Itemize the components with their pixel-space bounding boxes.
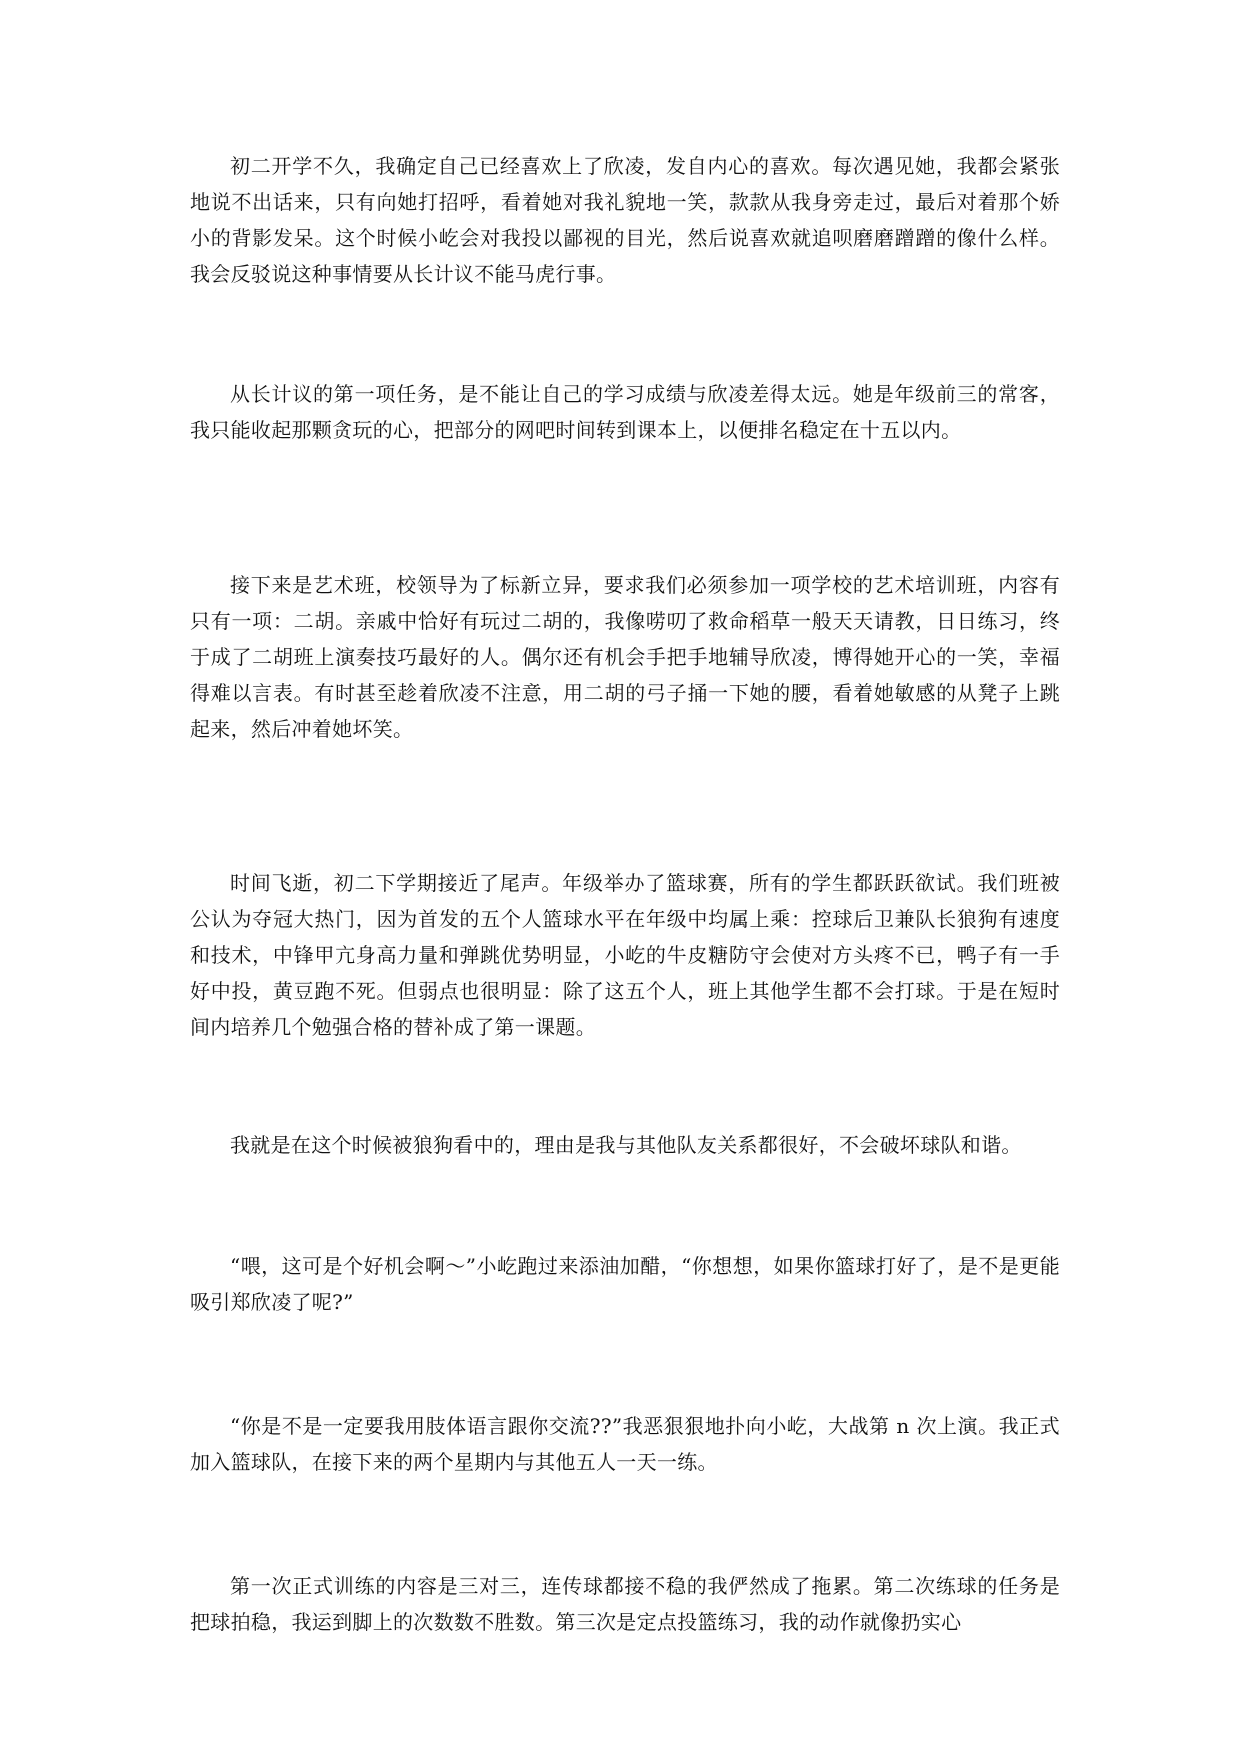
paragraph-1: 初二开学不久，我确定自己已经喜欢上了欣凌，发自内心的喜欢。每次遇见她，我都会紧张地说不出话来，只有向她打招呼，看着她对我礼貌地一笑，款款从我身旁走过，最后对着那个娇小的背影发呆。这个时候小屹会对我投以鄙视的目光，然后说喜欢就追呗磨磨蹭蹭的像什么样。我会反驳说这种事情要从长计议不能马虎行事。 (190, 154, 1060, 286)
paragraph-2: 从长计议的第一项任务，是不能让自己的学习成绩与欣凌差得太远。她是年级前三的常客，我只能收起那颗贪玩的心，把部分的网吧时间转到课本上，以便排名稳定在十五以内。 (190, 382, 1060, 442)
paragraph-8: 第一次正式训练的内容是三对三，连传球都接不稳的我俨然成了拖累。第二次练球的任务是把球拍稳，我运到脚上的次数数不胜数。第三次是定点投篮练习，我的动作就像扔实心 (190, 1574, 1060, 1634)
paragraph-4: 时间飞逝，初二下学期接近了尾声。年级举办了篮球赛，所有的学生都跃跃欲试。我们班被公认为夺冠大热门，因为首发的五个人篮球水平在年级中均属上乘：控球后卫兼队长狼狗有速度和技术，中锋甲亢身高力量和弹跳优势明显，小屹的牛皮糖防守会使对方头疼不已，鸭子有一手好中投，黄豆跑不死。但弱点也很明显：除了这五个人，班上其他学生都不会打球。于是在短时间内培养几个勉强合格的替补成了第一课题。 (190, 871, 1060, 1039)
paragraph-7: “你是不是一定要我用肢体语言跟你交流??”我恶狠狠地扑向小屹，大战第 n 次上演。我正式加入篮球队，在接下来的两个星期内与其他五人一天一练。 (190, 1414, 1060, 1474)
paragraph-6: “喂，这可是个好机会啊～”小屹跑过来添油加醋，“你想想，如果你篮球打好了，是不是更能吸引郑欣凌了呢?” (190, 1254, 1060, 1314)
paragraph-3: 接下来是艺术班，校领导为了标新立异，要求我们必须参加一项学校的艺术培训班，内容有只有一项：二胡。亲戚中恰好有玩过二胡的，我像唠叨了救命稻草一般天天请教，日日练习，终于成了二胡班上演奏技巧最好的人。偶尔还有机会手把手地辅导欣凌，博得她开心的一笑，幸福得难以言表。有时甚至趁着欣凌不注意，用二胡的弓子捅一下她的腰，看着她敏感的从凳子上跳起来，然后冲着她坏笑。 (190, 573, 1060, 741)
paragraph-5: 我就是在这个时候被狼狗看中的，理由是我与其他队友关系都很好，不会破坏球队和谐。 (230, 1133, 1022, 1157)
